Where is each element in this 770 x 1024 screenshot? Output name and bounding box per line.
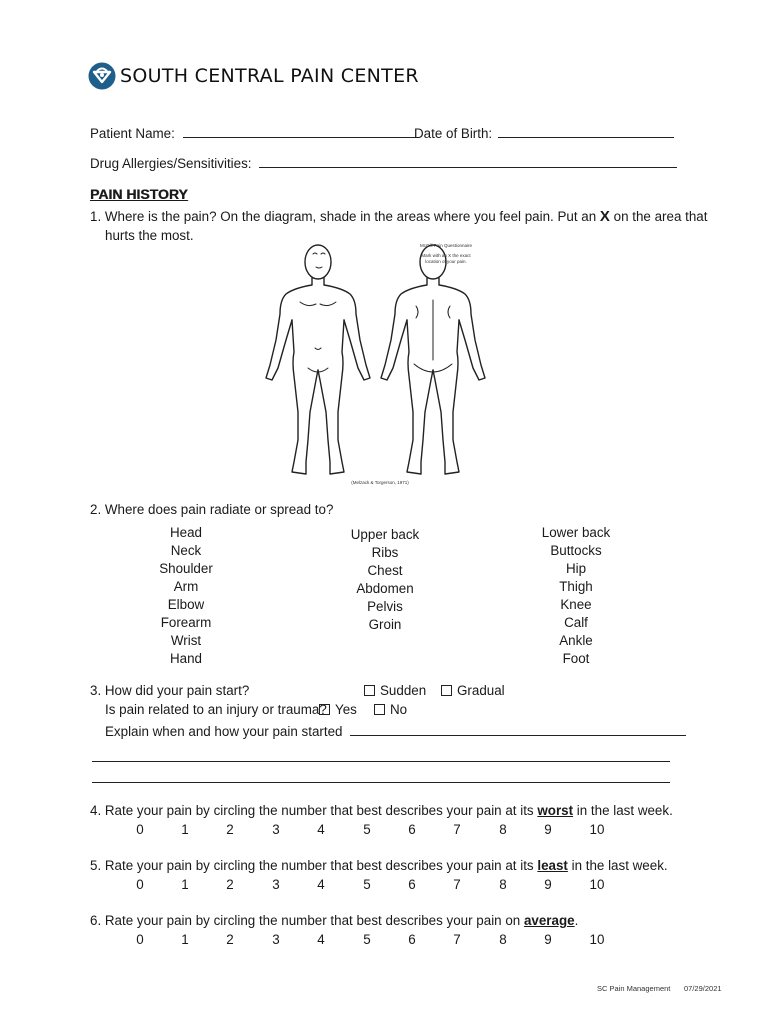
- radiate-option[interactable]: Shoulder: [159, 561, 213, 576]
- question-1: [90, 208, 707, 225]
- question-2: 2. Where does pain radiate or spread to?: [90, 502, 334, 517]
- q5-emphasis: least: [537, 858, 568, 873]
- radiate-option[interactable]: Buttocks: [550, 543, 602, 558]
- radiate-option[interactable]: Head: [169, 525, 202, 540]
- dob-field[interactable]: [498, 125, 674, 138]
- yes-label: Yes: [335, 702, 357, 717]
- q1-text-2: on the area that: [609, 209, 708, 224]
- gradual-checkbox[interactable]: [441, 685, 452, 696]
- patient-name-row: [90, 125, 417, 141]
- q4-text-2: in the last week.: [573, 803, 673, 818]
- scale-number[interactable]: 4: [317, 932, 325, 947]
- radiate-option[interactable]: Lower back: [541, 525, 611, 540]
- radiate-option[interactable]: Ribs: [371, 545, 399, 560]
- radiate-option[interactable]: Knee: [560, 597, 592, 612]
- scale-number[interactable]: 9: [544, 877, 552, 892]
- patient-name-field[interactable]: [183, 125, 417, 138]
- q1-line2: hurts the most.: [105, 228, 194, 243]
- q1-text: 1. Where is the pain? On the diagram, shade in the areas where you feel pain. Put an: [90, 209, 600, 224]
- scale-number[interactable]: 9: [544, 932, 552, 947]
- dob-label: Date of Birth:: [414, 126, 493, 141]
- scale-number[interactable]: 3: [272, 932, 280, 947]
- scale-number[interactable]: 10: [589, 877, 605, 892]
- question-3: 3. How did your pain start?: [90, 683, 250, 698]
- radiate-option[interactable]: Forearm: [160, 615, 212, 630]
- yes-option[interactable]: [319, 702, 357, 717]
- radiate-column-2: [345, 526, 425, 634]
- scale-number[interactable]: 3: [272, 877, 280, 892]
- q6-emphasis: average: [523, 913, 575, 928]
- radiate-option[interactable]: Hip: [565, 561, 587, 576]
- q6-text: 6. Rate your pain by circling the number that best describes your pain on: [90, 913, 524, 928]
- pain-history-heading: PAIN HISTORY: [90, 186, 188, 202]
- scale-number[interactable]: 10: [589, 932, 605, 947]
- radiate-option[interactable]: Abdomen: [356, 581, 414, 596]
- gradual-label: Gradual: [457, 683, 505, 698]
- scale-number[interactable]: 2: [226, 822, 234, 837]
- scale-number[interactable]: 5: [363, 822, 371, 837]
- scale-number[interactable]: 8: [499, 822, 507, 837]
- question-4: [90, 803, 673, 818]
- no-checkbox[interactable]: [374, 704, 385, 715]
- org-name: SOUTH CENTRAL PAIN CENTER: [120, 65, 419, 87]
- scale-number[interactable]: 9: [544, 822, 552, 837]
- radiate-option[interactable]: Ankle: [559, 633, 593, 648]
- allergies-label: Drug Allergies/Sensitivities:: [90, 156, 252, 171]
- question-6: [90, 913, 578, 928]
- scale-number[interactable]: 0: [136, 822, 144, 837]
- radiate-column-1: [150, 524, 222, 668]
- question-5: [90, 858, 668, 873]
- radiate-option[interactable]: Arm: [173, 579, 199, 594]
- body-outline-figure: [258, 240, 508, 488]
- footer-date: 07/29/2021: [684, 984, 722, 993]
- radiate-option[interactable]: Hand: [169, 651, 202, 666]
- radiate-option[interactable]: Calf: [564, 615, 588, 630]
- scale-number[interactable]: 6: [408, 932, 416, 947]
- scale-number[interactable]: 5: [363, 877, 371, 892]
- scale-number[interactable]: 6: [408, 877, 416, 892]
- explain-line-3[interactable]: [92, 782, 670, 783]
- radiate-option[interactable]: Upper back: [350, 527, 420, 542]
- scale-number[interactable]: 7: [453, 932, 461, 947]
- q5-text-2: in the last week.: [567, 858, 668, 873]
- explain-field[interactable]: [350, 723, 686, 736]
- injury-question: Is pain related to an injury or trauma?: [105, 702, 327, 717]
- diagram-title-1: McGill Pain Questionnaire: [419, 243, 473, 248]
- radiate-option[interactable]: Chest: [367, 563, 403, 578]
- scale-number[interactable]: 7: [453, 877, 461, 892]
- scale-number[interactable]: 8: [499, 932, 507, 947]
- explain-row: [105, 723, 686, 739]
- gradual-option[interactable]: [441, 683, 505, 698]
- allergies-row: [90, 155, 677, 171]
- radiate-option[interactable]: Thigh: [559, 579, 593, 594]
- radiate-option[interactable]: Pelvis: [367, 599, 403, 614]
- scale-number[interactable]: 1: [181, 822, 189, 837]
- explain-line-2[interactable]: [92, 761, 670, 762]
- no-label: No: [390, 702, 408, 717]
- radiate-option[interactable]: Elbow: [167, 597, 205, 612]
- q6-text-2: .: [574, 913, 579, 928]
- q4-emphasis: worst: [537, 803, 574, 818]
- footer-doc-name: SC Pain Management: [597, 984, 671, 993]
- scale-number[interactable]: 7: [453, 822, 461, 837]
- scale-number[interactable]: 10: [589, 822, 605, 837]
- diagram-citation: (Melzack & Torgerson, 1971): [351, 480, 409, 485]
- diagram-title-2: Mark with an X the exact: [421, 253, 471, 258]
- scale-number[interactable]: 6: [408, 822, 416, 837]
- body-diagram[interactable]: [258, 240, 508, 488]
- sudden-option[interactable]: [364, 683, 426, 698]
- scale-number[interactable]: 2: [226, 932, 234, 947]
- radiate-option[interactable]: Wrist: [170, 633, 202, 648]
- scale-number[interactable]: 0: [136, 877, 144, 892]
- explain-label: Explain when and how your pain started: [105, 724, 343, 739]
- no-option[interactable]: [374, 702, 407, 717]
- sudden-label: Sudden: [380, 683, 427, 698]
- scale-number[interactable]: 4: [317, 822, 325, 837]
- scale-number[interactable]: 0: [136, 932, 144, 947]
- scale-number[interactable]: 1: [181, 877, 189, 892]
- dob-row: [414, 125, 674, 141]
- scale-number[interactable]: 2: [226, 877, 234, 892]
- q5-text: 5. Rate your pain by circling the number that best describes your pain at its: [90, 858, 538, 873]
- radiate-option[interactable]: Groin: [368, 617, 402, 632]
- logo-icon: [88, 62, 116, 90]
- sudden-checkbox[interactable]: [364, 685, 375, 696]
- radiate-option[interactable]: Foot: [562, 651, 590, 666]
- radiate-column-3: [536, 524, 616, 668]
- q1-x-mark: X: [599, 208, 610, 225]
- patient-name-label: Patient Name:: [90, 126, 175, 141]
- scale-number[interactable]: 5: [363, 932, 371, 947]
- scale-number[interactable]: 8: [499, 877, 507, 892]
- scale-number[interactable]: 3: [272, 822, 280, 837]
- diagram-title-3: location of your pain.: [425, 259, 467, 264]
- q4-text: 4. Rate your pain by circling the number that best describes your pain at its: [90, 803, 538, 818]
- radiate-option[interactable]: Neck: [170, 543, 202, 558]
- scale-number[interactable]: 4: [317, 877, 325, 892]
- allergies-field[interactable]: [259, 155, 677, 168]
- logo: [88, 60, 419, 92]
- scale-number[interactable]: 1: [181, 932, 189, 947]
- yes-checkbox[interactable]: [319, 704, 330, 715]
